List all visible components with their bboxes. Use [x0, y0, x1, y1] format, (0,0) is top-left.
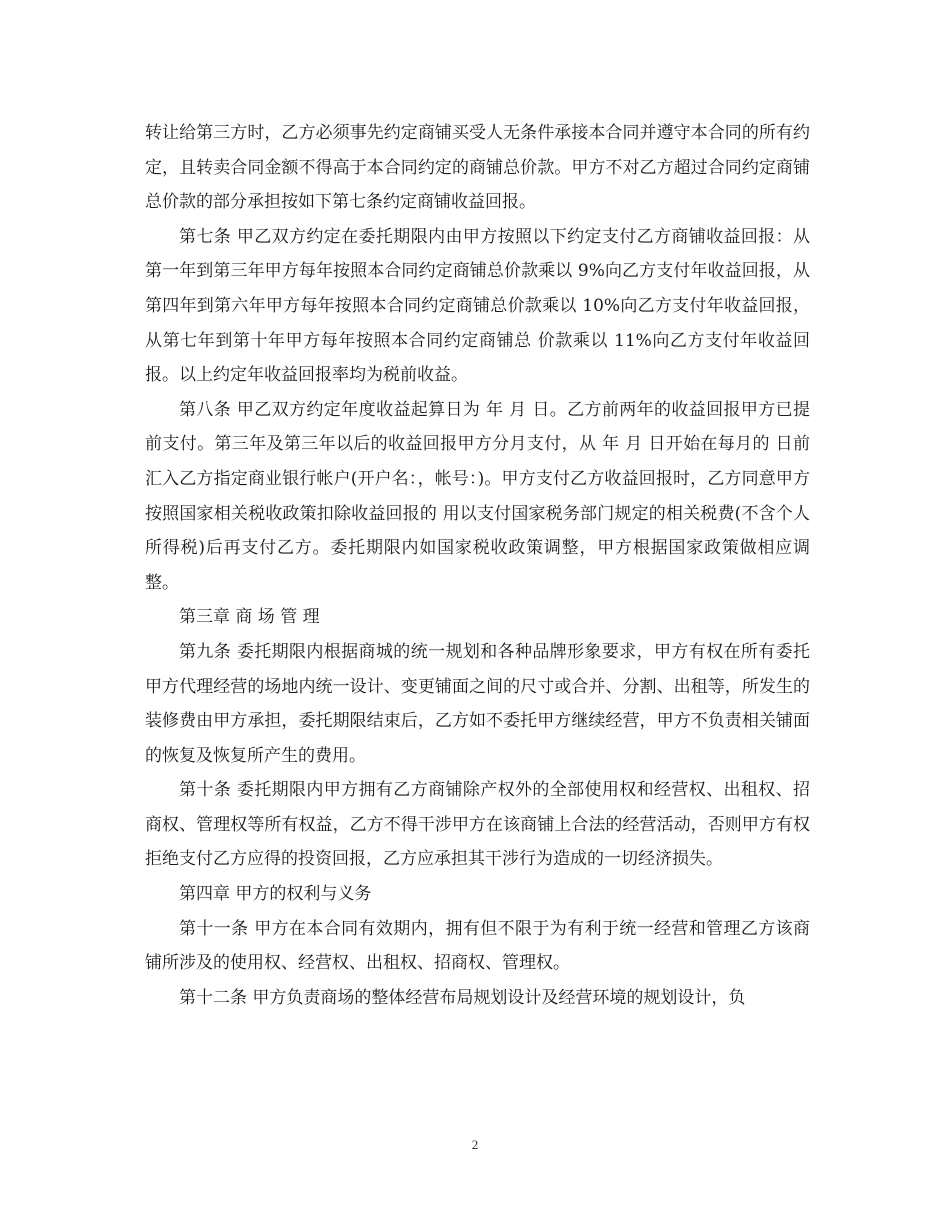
page-number: 2: [471, 1137, 479, 1152]
chapter-3-heading: 第三章 商 场 管 理: [179, 607, 320, 628]
article-9-paragraph: 第九条 委托期限内根据商城的统一规划和各种品牌形象要求，甲方有权在所有委托甲方代理经营的场地内统一设计、变更铺面之间的尺寸或合并、分割、出租等，所发生的装修费由甲方承担，委托期限结束后，乙方如不委托甲方继续经营，甲方不负责相关铺面的恢复及恢复所产生的费用。: [145, 641, 810, 766]
article-7-paragraph: 第七条 甲乙双方约定在委托期限内由甲方按照以下约定支付乙方商铺收益回报：从第一年到第三年甲方每年按照本合同约定商铺总价款乘以 9%向乙方支付年收益回报，从第四年到第六年甲方每年按照本合同约定商铺总价款乘以 10%向乙方支付年收益回报，从第七年到第十年甲方每年按照本合同约定商铺总 价款乘以 11%向乙方支付年收益回报。以上约定年收益回报率均为税前收益。: [145, 226, 810, 386]
article-12-paragraph: 第十二条 甲方负责商场的整体经营布局规划设计及经营环境的规划设计，负: [179, 987, 746, 1008]
document-body: [145, 116, 810, 1015]
article-10-paragraph: 第十条 委托期限内甲方拥有乙方商铺除产权外的全部使用权和经营权、出租权、招商权、管理权等所有权益，乙方不得干涉甲方在该商铺上合法的经营活动，否则甲方有权拒绝支付乙方应得的投资回报，乙方应承担其干涉行为造成的一切经济损失。: [145, 780, 810, 870]
chapter-4-heading: 第四章 甲方的权利与义务: [179, 884, 372, 905]
article-8-paragraph: 第八条 甲乙双方约定年度收益起算日为 年 月 日。乙方前两年的收益回报甲方已提前支付。第三年及第三年以后的收益回报甲方分月支付，从 年 月 日开始在每月的 日前汇入乙方指定商业银行帐户(开户名：，帐号：)。甲方支付乙方收益回报时，乙方同意甲方按照国家相关税收政策扣除收益回报的 用以支付国家税务部门规定的相关税费(不含个人所得税)后再支付乙方。委托期限内如国家税收政策调整，甲方根据国家政策做相应调整。: [145, 399, 810, 593]
article-11-paragraph: 第十一条 甲方在本合同有效期内，拥有但不限于为有利于统一经营和管理乙方该商铺所涉及的使用权、经营权、出租权、招商权、管理权。: [145, 918, 810, 974]
paragraph-continuation: 转让给第三方时，乙方必须事先约定商铺买受人无条件承接本合同并遵守本合同的所有约定，且转卖合同金额不得高于本合同约定的商铺总价款。甲方不对乙方超过合同约定商铺总价款的部分承担按如下第七条约定商铺收益回报。: [145, 123, 810, 213]
